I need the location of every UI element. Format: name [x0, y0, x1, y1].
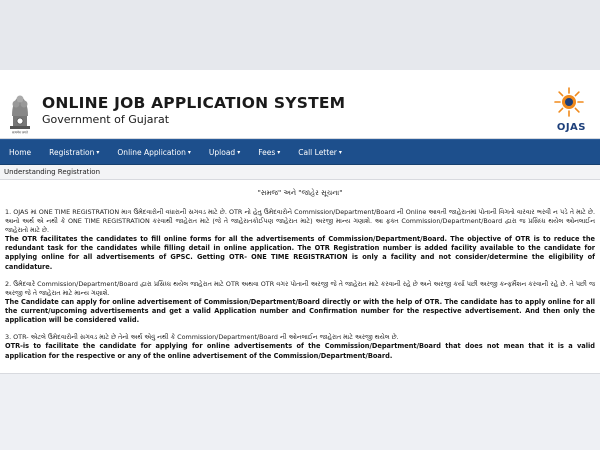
- main-navbar: [0, 139, 600, 165]
- nav-online-application[interactable]: [108, 140, 200, 164]
- nav-registration[interactable]: [40, 140, 108, 164]
- nav-call-letter[interactable]: [289, 140, 351, 164]
- site-subtitle: Government of Gujarat: [42, 113, 170, 126]
- paragraph-english-text: The Candidate can apply for online advertisement of Commission/Department/Board directly or with the help of OTR. The candidate has to apply online for all the current/upcoming advertisements and get a valid Application number and Confirmation number for the respective advertisement. And then only the application will be considered valid.: [5, 297, 595, 325]
- nav-upload[interactable]: [200, 140, 249, 164]
- paragraph-gujarati-text: 2. ઉમેદવારે Commission/Department/Board દ્વારા પ્રસિધ્ધ થયેલ જાહેરાત માટે OTR અથવા OTR વગર પોતાની અરજી જે તે જાહેરાત માટે કરવાની રહે છે અને અરજી કર્યા પછી અરજી કન્ફર્મેશન કરવાની રહે છે. તે પછી જ અરજી જે તે જાહેરાત માટે માન્ય ગણાશે.: [5, 279, 595, 297]
- nav-fees-label: Fees: [258, 147, 276, 157]
- breadcrumb: Understanding Registration: [0, 165, 600, 180]
- nav-call-letter-label: Call Letter: [298, 147, 337, 157]
- top-strip: [0, 0, 600, 70]
- national-emblem-icon: [4, 86, 36, 134]
- nav-home[interactable]: [0, 140, 40, 164]
- nav-registration-label: Registration: [49, 147, 95, 157]
- chevron-down-icon: ▾: [277, 148, 281, 156]
- nav-home-label: Home: [9, 147, 32, 157]
- notice-paragraph-3: [5, 333, 595, 360]
- paragraph-english-text: OTR-is to facilitate the candidate for applying for online advertisements of the Commission/Department/Board that does not mean that it is a valid application for the respective or any of the online advertisement of the Commission/Department/Board.: [5, 342, 595, 360]
- notice-content: [0, 180, 600, 374]
- paragraph-english-text: The OTR facilitates the candidates to fill online forms for all the advertisements of Commission/Department/Board. The objective of OTR is to reduce the redundant task for the candidates while filling detail in online application. The OTR Registration number is added facility available to the candidate for applying online for all advertisements of GPSC. Getting OTR- ONE TIME REGISTRATION is only a facility and not consider/determine the eligibility of candidature.: [5, 235, 595, 271]
- notice-paragraph-1: [5, 208, 595, 272]
- chevron-down-icon: ▾: [237, 148, 241, 156]
- ojas-logo-text: OJAS: [556, 122, 586, 133]
- site-header: [0, 70, 600, 139]
- nav-upload-label: Upload: [208, 147, 236, 157]
- nav-online-application-label: Online Application: [117, 147, 186, 157]
- site-title: ONLINE JOB APPLICATION SYSTEM: [42, 94, 346, 112]
- paragraph-gujarati-text: 1. OJAS માં ONE TIME REGISTRATION માત્ર ઉમેદવારોની વધારાની સગવડ માટે છે. OTR નો હેતુ ઉમેદવારોને Commission/Department/Board ની Online આવતી જાહેરાતમાં પોતાની વિગતો વારંવાર ભરવી ન પડે તે માટે છે. આનો અર્થ એ નથી કે ONE TIME REGISTRATION કરવાથી જાહેરાત માટે (જે તે જાહેરાતકોઈપણ જાહેરાત માટે) અરજી માન્ય ગણાશે. આ ફક્ત Commission/Department/Board દ્વારા જ પ્રસિધ્ધ થયેલ ઓનલાઈન જાહેરાતો માટે છે.: [5, 208, 595, 234]
- emblem-caption: सत्यमेव जयते: [12, 130, 28, 134]
- notice-paragraph-2: [5, 280, 595, 326]
- chevron-down-icon: ▾: [338, 148, 342, 156]
- notice-title: "સમજ" અને "જાહેર સૂચના": [257, 189, 343, 197]
- nav-fees[interactable]: [249, 140, 289, 164]
- paragraph-gujarati-text: 3. OTR- એટલે ઉમેદવારોની સગવડ માટે છે તેનો અર્થ એવું નથી કે Commission/Department/Board ની ઓનલાઈન જાહેરાત માટે અરજી થયેલ છે.: [5, 333, 399, 342]
- chevron-down-icon: ▾: [187, 148, 191, 156]
- chevron-down-icon: ▾: [96, 148, 100, 156]
